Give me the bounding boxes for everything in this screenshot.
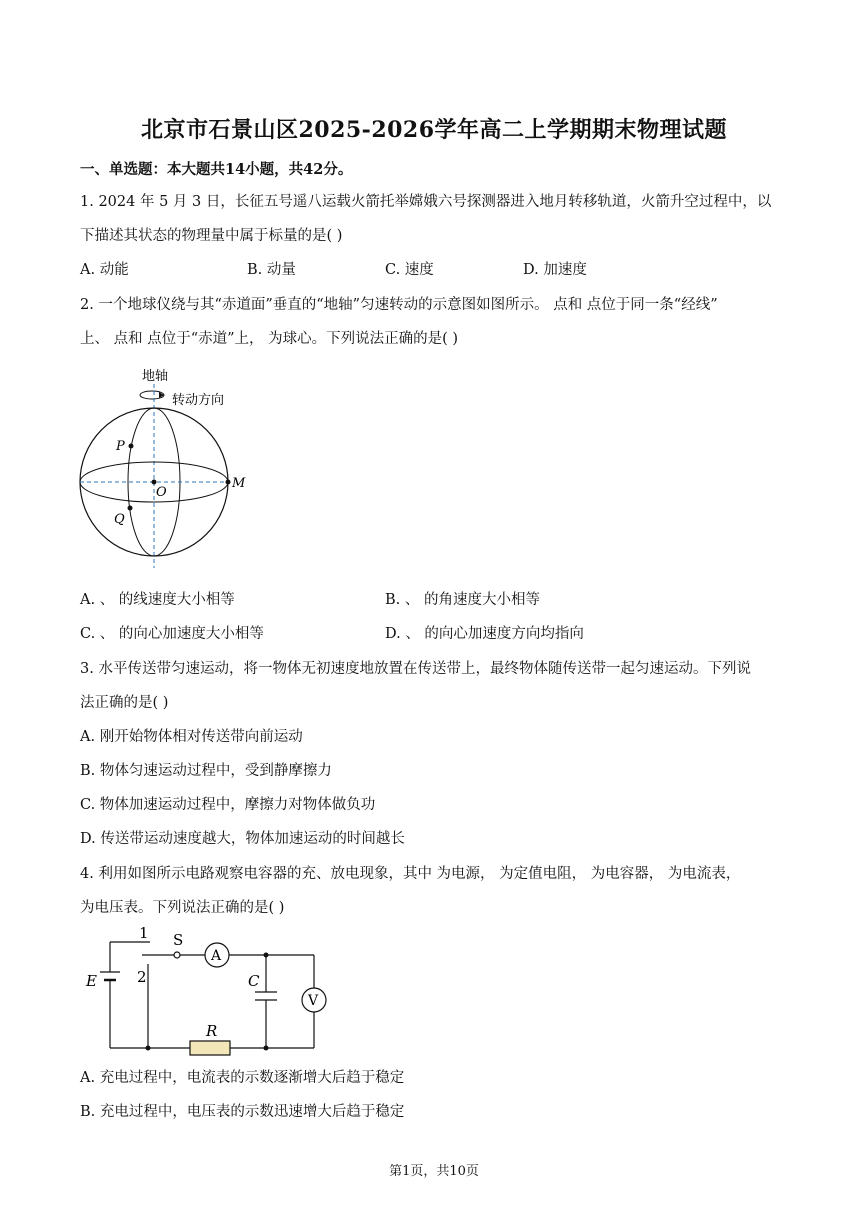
circuit-figure — [80, 920, 340, 1060]
q4-option-a: A. 充电过程中，电流表的示数逐渐增大后趋于稳定 — [80, 1070, 405, 1086]
contact-2-label: 2 — [137, 968, 147, 986]
page-footer: 第1页，共10页 — [389, 1164, 479, 1179]
ammeter-label: A — [211, 948, 222, 964]
contact-1-label: 1 — [139, 924, 149, 942]
q2-option-b: B. 、 的角速度大小相等 — [385, 592, 540, 608]
section-heading: 一、单选题：本大题共14小题，共42分。 — [80, 161, 353, 178]
q3-option-a: A. 刚开始物体相对传送带向前运动 — [80, 729, 303, 745]
q1-option-c: C. 速度 — [385, 262, 434, 278]
capacitor-label: C — [248, 972, 260, 990]
label-o: O — [156, 485, 167, 500]
point-p — [129, 444, 134, 449]
q3-option-b: B. 物体匀速运动过程中，受到静摩擦力 — [80, 763, 332, 779]
switch-pivot — [174, 952, 180, 958]
q4-line1: 4. 利用如图所示电路观察电容器的充、放电现象，其中 为电源， 为定值电阻， 为电容器， 为电流表， — [80, 866, 741, 882]
q3-option-d: D. 传送带运动速度越大，物体加速运动的时间越长 — [80, 831, 405, 847]
q3-line2: 法正确的是( ) — [80, 695, 169, 711]
q1-line2: 下描述其状态的物理量中属于标量的是( ) — [80, 228, 343, 244]
label-p: P — [116, 439, 125, 454]
q2-option-a: A. 、 的线速度大小相等 — [80, 592, 235, 608]
voltmeter-label: V — [308, 993, 319, 1009]
q4-line2: 为电压表。下列说法正确的是( ) — [80, 900, 285, 916]
q2-option-d: D. 、 的向心加速度方向均指向 — [385, 626, 584, 642]
q3-option-c: C. 物体加速运动过程中，摩擦力对物体做负功 — [80, 797, 376, 813]
point-o — [152, 480, 157, 485]
q1-option-b: B. 动量 — [247, 262, 296, 278]
resistor-label: R — [206, 1022, 218, 1040]
point-m — [226, 480, 231, 485]
axis-label: 地轴 — [142, 369, 169, 384]
rotation-label: 转动方向 — [172, 393, 225, 408]
q2-line2: 上、 点和 点位于“赤道”上， 为球心。下列说法正确的是( ) — [80, 331, 459, 347]
q3-line1: 3. 水平传送带匀速运动，将一物体无初速度地放置在传送带上，最终物体随传送带一起匀速运动。下列说 — [80, 661, 751, 677]
q4-option-b: B. 充电过程中，电压表的示数迅速增大后趋于稳定 — [80, 1104, 405, 1120]
switch-label: S — [173, 931, 184, 949]
point-q — [128, 506, 133, 511]
battery-label: E — [86, 972, 97, 990]
resistor — [190, 1041, 230, 1055]
label-q: Q — [114, 512, 125, 527]
q2-option-c: C. 、 的向心加速度大小相等 — [80, 626, 264, 642]
q1-option-a: A. 动能 — [80, 262, 129, 278]
q2-line1: 2. 一个地球仪绕与其“赤道面”垂直的“地轴”匀速转动的示意图如图所示。 点和 点位于同一条“经线” — [80, 297, 718, 313]
q1-line1: 1. 2024 年 5 月 3 日，长征五号遥八运载火箭托举嫦娥六号探测器进入地月转移轨道，火箭升空过程中，以 — [80, 194, 772, 210]
globe-figure — [72, 360, 252, 570]
label-m: M — [232, 476, 246, 491]
page-title: 北京市石景山区2025-2026学年高二上学期期末物理试题 — [140, 117, 728, 143]
q1-option-d: D. 加速度 — [523, 262, 587, 278]
